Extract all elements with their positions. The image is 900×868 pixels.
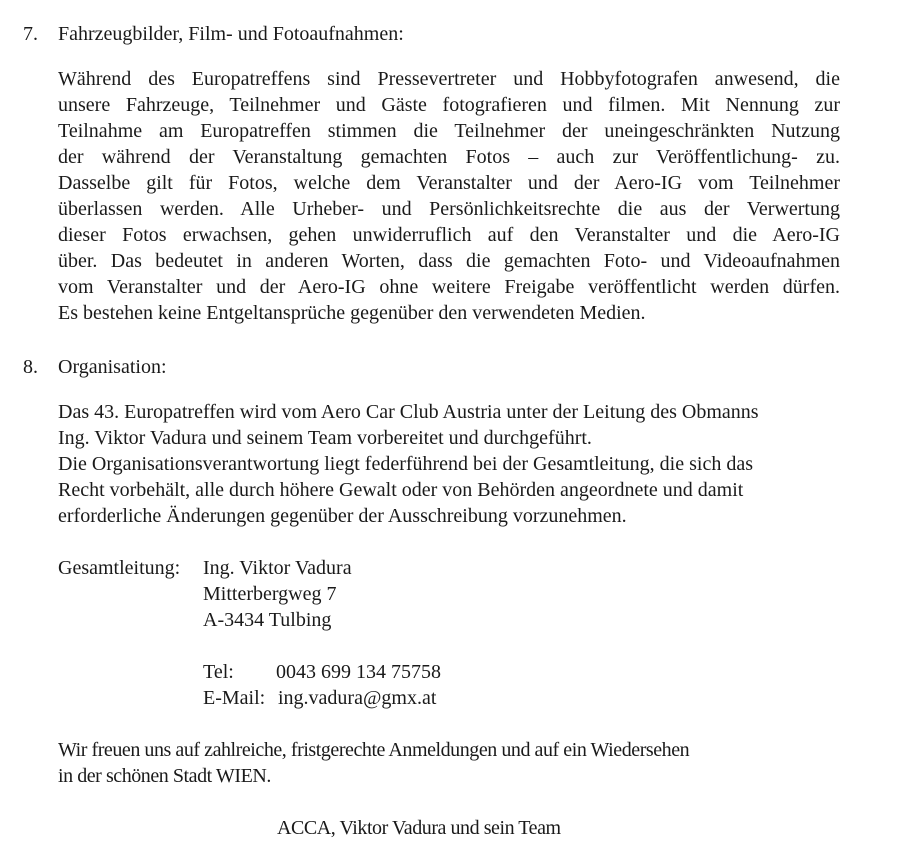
paragraph-line: Es bestehen keine Entgeltansprüche gegenüber den verwendeten Medien. bbox=[58, 302, 646, 324]
paragraph-line: Die Organisationsverantwortung liegt federführend bei der Gesamtleitung, die sich das bbox=[58, 453, 753, 475]
paragraph-line: erforderliche Änderungen gegenüber der Ausschreibung vorzunehmen. bbox=[58, 505, 627, 527]
closing-line: Wir freuen uns auf zahlreiche, fristgerechte Anmeldungen und auf ein Wiedersehen bbox=[58, 739, 690, 761]
email-label: E-Mail: bbox=[203, 687, 266, 709]
contact-street: Mitterbergweg 7 bbox=[203, 583, 337, 605]
closing-line: in der schönen Stadt WIEN. bbox=[58, 765, 271, 787]
paragraph-line: unsere Fahrzeuge, Teilnehmer und Gäste fotografieren und filmen. Mit Nennung zur bbox=[58, 94, 840, 116]
contact-name: Ing. Viktor Vadura bbox=[203, 557, 352, 579]
tel-label: Tel: bbox=[203, 661, 234, 683]
section-heading: Organisation: bbox=[58, 356, 167, 378]
contact-label: Gesamtleitung: bbox=[58, 557, 181, 579]
section-number: 8. bbox=[23, 356, 38, 378]
paragraph-line: Teilnahme am Europatreffen stimmen die Teilnehmer der uneingeschränkten Nutzung bbox=[58, 120, 840, 142]
paragraph-line: über. Das bedeutet in anderen Worten, dass die gemachten Foto- und Videoaufnahmen bbox=[58, 250, 840, 272]
paragraph-line: Recht vorbehält, alle durch höhere Gewalt oder von Behörden angeordnete und damit bbox=[58, 479, 744, 501]
paragraph-line: Das 43. Europatreffen wird vom Aero Car Club Austria unter der Leitung des Obmanns bbox=[58, 401, 759, 423]
section-number: 7. bbox=[23, 23, 38, 45]
paragraph-line: vom Veranstalter und der Aero-IG ohne weitere Freigabe veröffentlicht werden dürfen. bbox=[58, 276, 840, 298]
email-value: ing.vadura@gmx.at bbox=[278, 687, 437, 709]
paragraph-line: überlassen werden. Alle Urheber- und Persönlichkeitsrechte die aus der Verwertung bbox=[58, 198, 840, 220]
paragraph-line: Ing. Viktor Vadura und seinem Team vorbereitet und durchgeführt. bbox=[58, 427, 592, 449]
section-heading: Fahrzeugbilder, Film- und Fotoaufnahmen: bbox=[58, 23, 404, 45]
paragraph-line: der während der Veranstaltung gemachten Fotos – auch zur Veröffentlichung- zu. bbox=[58, 146, 840, 168]
contact-city: A-3434 Tulbing bbox=[203, 609, 332, 631]
tel-value: 0043 699 134 75758 bbox=[276, 661, 441, 683]
paragraph-line: Während des Europatreffens sind Pressevertreter und Hobbyfotografen anwesend, die bbox=[58, 68, 840, 90]
signature: ACCA, Viktor Vadura und sein Team bbox=[277, 817, 561, 839]
paragraph-line: Dasselbe gilt für Fotos, welche dem Veranstalter und der Aero-IG vom Teilnehmer bbox=[58, 172, 840, 194]
paragraph-line: dieser Fotos erwachsen, gehen unwiderruflich auf den Veranstalter und die Aero-IG bbox=[58, 224, 840, 246]
